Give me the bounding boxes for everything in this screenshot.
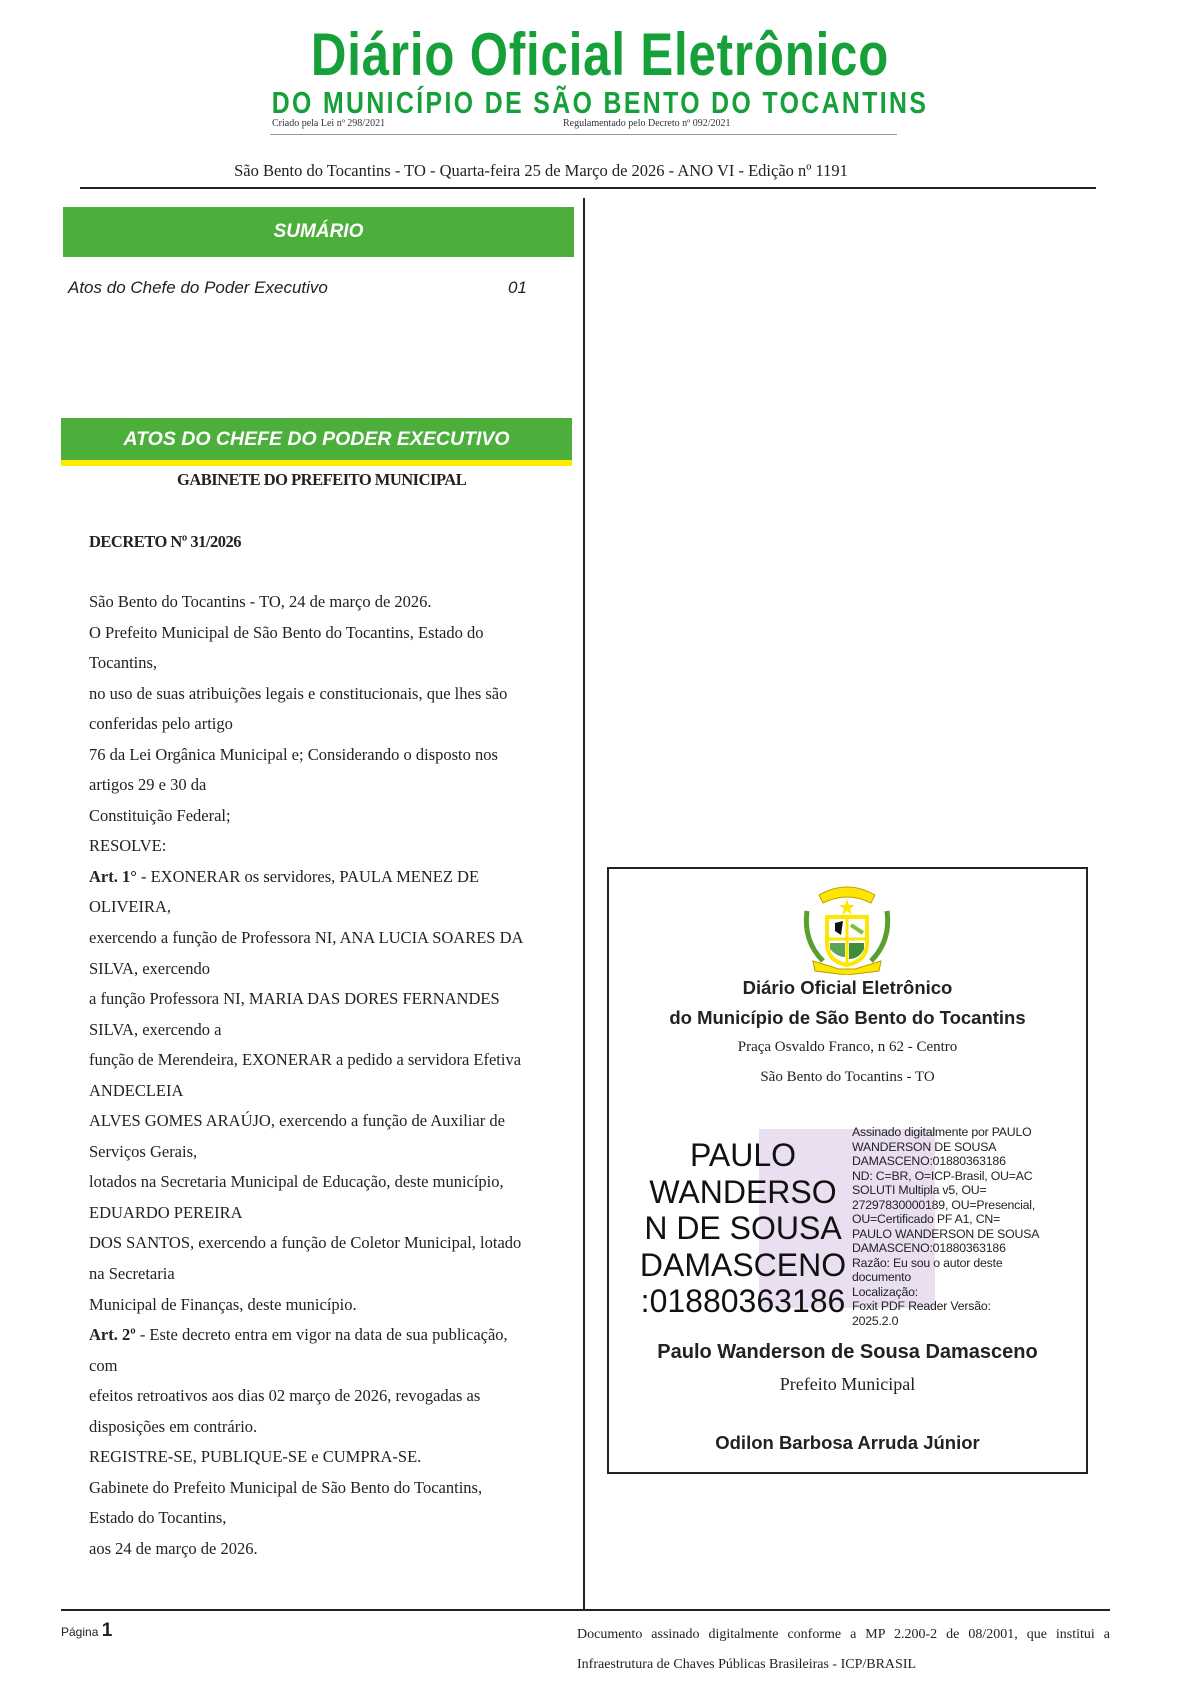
decree-line — [89, 954, 579, 985]
decree-line — [89, 1351, 579, 1382]
decree-line — [89, 923, 579, 954]
page-indicator: Página 1 — [61, 1620, 113, 1641]
signature-detail-line: Assinado digitalmente por PAULO — [852, 1125, 1032, 1139]
summary-item-page: 01 — [508, 278, 527, 297]
signature-detail-line: DAMASCENO:01880363186 — [852, 1154, 1006, 1168]
decree-line-text: Serviços Gerais, — [89, 1141, 198, 1161]
decree-line — [89, 1045, 579, 1076]
decree-line-text: Tocantins, — [89, 653, 158, 673]
decree-line — [89, 618, 579, 649]
box-title: Diário Oficial Eletrônico — [742, 977, 953, 998]
decree-line — [89, 1381, 579, 1412]
decree-line — [89, 679, 579, 710]
decree-line — [89, 984, 579, 1015]
decree-line — [89, 740, 579, 771]
decree-line-text: REGISTRE-SE, PUBLIQUE-SE e CUMPRA-SE. — [89, 1447, 422, 1467]
decree-line — [89, 1076, 579, 1107]
decree-line-text: disposições em contrário. — [89, 1416, 258, 1436]
decree-line — [89, 1534, 579, 1565]
decree-line — [89, 1503, 579, 1534]
decree-line — [89, 709, 579, 740]
decree-line — [89, 1015, 579, 1046]
decree-line-text: Estado do Tocantins, — [89, 1508, 227, 1528]
decree-line-text: Municipal de Finanças, deste município. — [89, 1294, 357, 1314]
decree-title: DECRETO Nº 31/2026 — [89, 532, 241, 551]
decree-line — [89, 1290, 579, 1321]
decree-line — [89, 587, 579, 618]
decree-line-text: conferidas pelo artigo — [89, 714, 233, 734]
box-address: Praça Osvaldo Franco, n 62 - Centro — [737, 1039, 958, 1055]
decree-body — [89, 587, 579, 1565]
signature-detail-line: Razão: Eu sou o autor deste — [852, 1255, 1003, 1270]
decree-line-text: efeitos retroativos aos dias 02 março de 2026, revogadas as — [89, 1386, 481, 1406]
summary-item-label[interactable]: Atos do Chefe do Poder Executivo — [68, 278, 328, 297]
decree-line-text: lotados na Secretaria Municipal de Educação, deste município, — [89, 1172, 504, 1192]
decree-line-text: - EXONERAR os servidores, PAULA MENEZ DE — [136, 866, 480, 886]
signer-role: Prefeito Municipal — [779, 1374, 916, 1394]
decree-line — [89, 1106, 579, 1137]
decree-line — [89, 1167, 579, 1198]
decree-line — [89, 831, 579, 862]
footer-rule — [61, 1609, 1110, 1611]
decree-line-text: exercendo a função de Professora NI, ANA LUCIA SOARES DA — [89, 928, 524, 948]
signature-detail-line: PAULO WANDERSON DE SOUSA — [852, 1226, 1040, 1241]
decree-line-text: Gabinete do Prefeito Municipal de São Bento do Tocantins, — [89, 1477, 483, 1497]
decree-line-text: artigos 29 e 30 da — [89, 775, 207, 795]
column-divider — [583, 198, 585, 1609]
signature-box — [607, 867, 1088, 1474]
article-label: Art. 1° — [89, 866, 137, 886]
signature-detail-line: SOLUTI Multipla v5, OU= — [852, 1183, 987, 1197]
signature-detail-line: Localização: — [852, 1284, 918, 1299]
decree-line-text: Constituição Federal; — [89, 805, 231, 825]
created-by-law: Criado pela Lei nº 298/2021 — [272, 118, 386, 129]
decree-line-text: ANDECLEIA — [89, 1080, 184, 1100]
decree-line — [89, 1137, 579, 1168]
masthead-divider — [270, 134, 897, 135]
decree-line — [89, 1412, 579, 1443]
masthead-title: Diário Oficial Eletrônico — [310, 21, 890, 88]
signer-name: Paulo Wanderson de Sousa Damasceno — [657, 1341, 1038, 1363]
decree-line — [89, 1259, 579, 1290]
section-heading-accent — [61, 460, 572, 466]
decree-line-text: EDUARDO PEREIRA — [89, 1202, 243, 1222]
decree-line-text: função de Merendeira, EXONERAR a pedido a servidora Efetiva — [89, 1050, 522, 1070]
signature-detail-line: DAMASCENO:01880363186 — [852, 1241, 1006, 1255]
decree-line — [89, 1198, 579, 1229]
box-subtitle: do Município de São Bento do Tocantins — [669, 1007, 1026, 1028]
decree-line-text: SILVA, exercendo — [89, 958, 210, 978]
edition-dateline: São Bento do Tocantins - TO - Quarta-feira 25 de Março de 2026 - ANO VI - Edição nº 1191 — [234, 161, 848, 180]
decree-line-text: DOS SANTOS, exercendo a função de Coletor Municipal, lotado — [89, 1233, 522, 1253]
signature-detail-line: 27297830000189, OU=Presencial, — [852, 1197, 1036, 1212]
second-signer-name: Odilon Barbosa Arruda Júnior — [715, 1432, 980, 1453]
signature-detail-line: 2025.2.0 — [852, 1313, 899, 1328]
decree-line-text: 76 da Lei Orgânica Municipal e; Considerando o disposto nos — [89, 744, 498, 764]
office-title: GABINETE DO PREFEITO MUNICIPAL — [177, 470, 467, 489]
digital-signature-name: PAULO WANDERSO N DE SOUSA DAMASCENO :01880363186 — [639, 1137, 847, 1319]
decree-line-text: com — [89, 1355, 118, 1375]
decree-line — [89, 1228, 579, 1259]
decree-line-text: O Prefeito Municipal de São Bento do Tocantins, Estado do — [89, 622, 484, 642]
decree-line-text: aos 24 de março de 2026. — [89, 1538, 258, 1558]
signature-detail-line: ND: C=BR, O=ICP-Brasil, OU=AC — [852, 1168, 1033, 1183]
decree-line — [89, 1320, 579, 1351]
digital-signature-details — [852, 1125, 1039, 1328]
decree-line — [89, 801, 579, 832]
page-number: 1 — [101, 1620, 113, 1641]
decree-line — [89, 1442, 579, 1473]
decree-line-text: São Bento do Tocantins - TO, 24 de março de 2026. — [89, 592, 432, 611]
decree-line-text: - Este decreto entra em vigor na data de sua publicação, — [135, 1325, 508, 1345]
decree-line-text: na Secretaria — [89, 1264, 175, 1284]
footer-legal-text: Documento assinado digitalmente conforme a MP 2.200-2 de 08/2001, que institui a Infraestrutura de Chaves Públicas Brasileiras - ICP/BRASIL — [577, 1627, 1110, 1672]
regulated-by-decree: Regulamentado pelo Decreto nº 092/2021 — [563, 118, 731, 129]
decree-line-text: OLIVEIRA, — [89, 897, 172, 917]
decree-line-text: no uso de suas atribuições legais e constitucionais, que lhes são — [89, 683, 508, 703]
decree-line-text: RESOLVE: — [89, 836, 167, 856]
article-label: Art. 2º — [89, 1325, 136, 1345]
masthead-subtitle: DO MUNICÍPIO DE SÃO BENTO DO TOCANTINS — [271, 85, 929, 120]
signature-detail-line: OU=Certificado PF A1, CN= — [852, 1212, 1001, 1226]
decree-line-text: a função Professora NI, MARIA DAS DORES FERNANDES — [89, 989, 500, 1009]
decree-line — [89, 648, 579, 679]
municipal-coat-of-arms-icon — [799, 881, 895, 975]
decree-line — [89, 1473, 579, 1504]
decree-line-text: ALVES GOMES ARAÚJO, exercendo a função de Auxiliar de — [89, 1111, 505, 1131]
header-rule — [80, 187, 1096, 189]
decree-line — [89, 892, 579, 923]
decree-line — [89, 862, 579, 893]
section-heading: ATOS DO CHEFE DO PODER EXECUTIVO — [61, 418, 572, 460]
signature-detail-line: Foxit PDF Reader Versão: — [852, 1299, 991, 1313]
summary-heading: SUMÁRIO — [63, 207, 574, 257]
decree-line-text: SILVA, exercendo a — [89, 1019, 222, 1039]
signature-detail-line: documento — [852, 1270, 912, 1284]
decree-line — [89, 770, 579, 801]
signature-detail-line: WANDERSON DE SOUSA — [852, 1139, 997, 1154]
box-city: São Bento do Tocantins - TO — [760, 1069, 935, 1085]
